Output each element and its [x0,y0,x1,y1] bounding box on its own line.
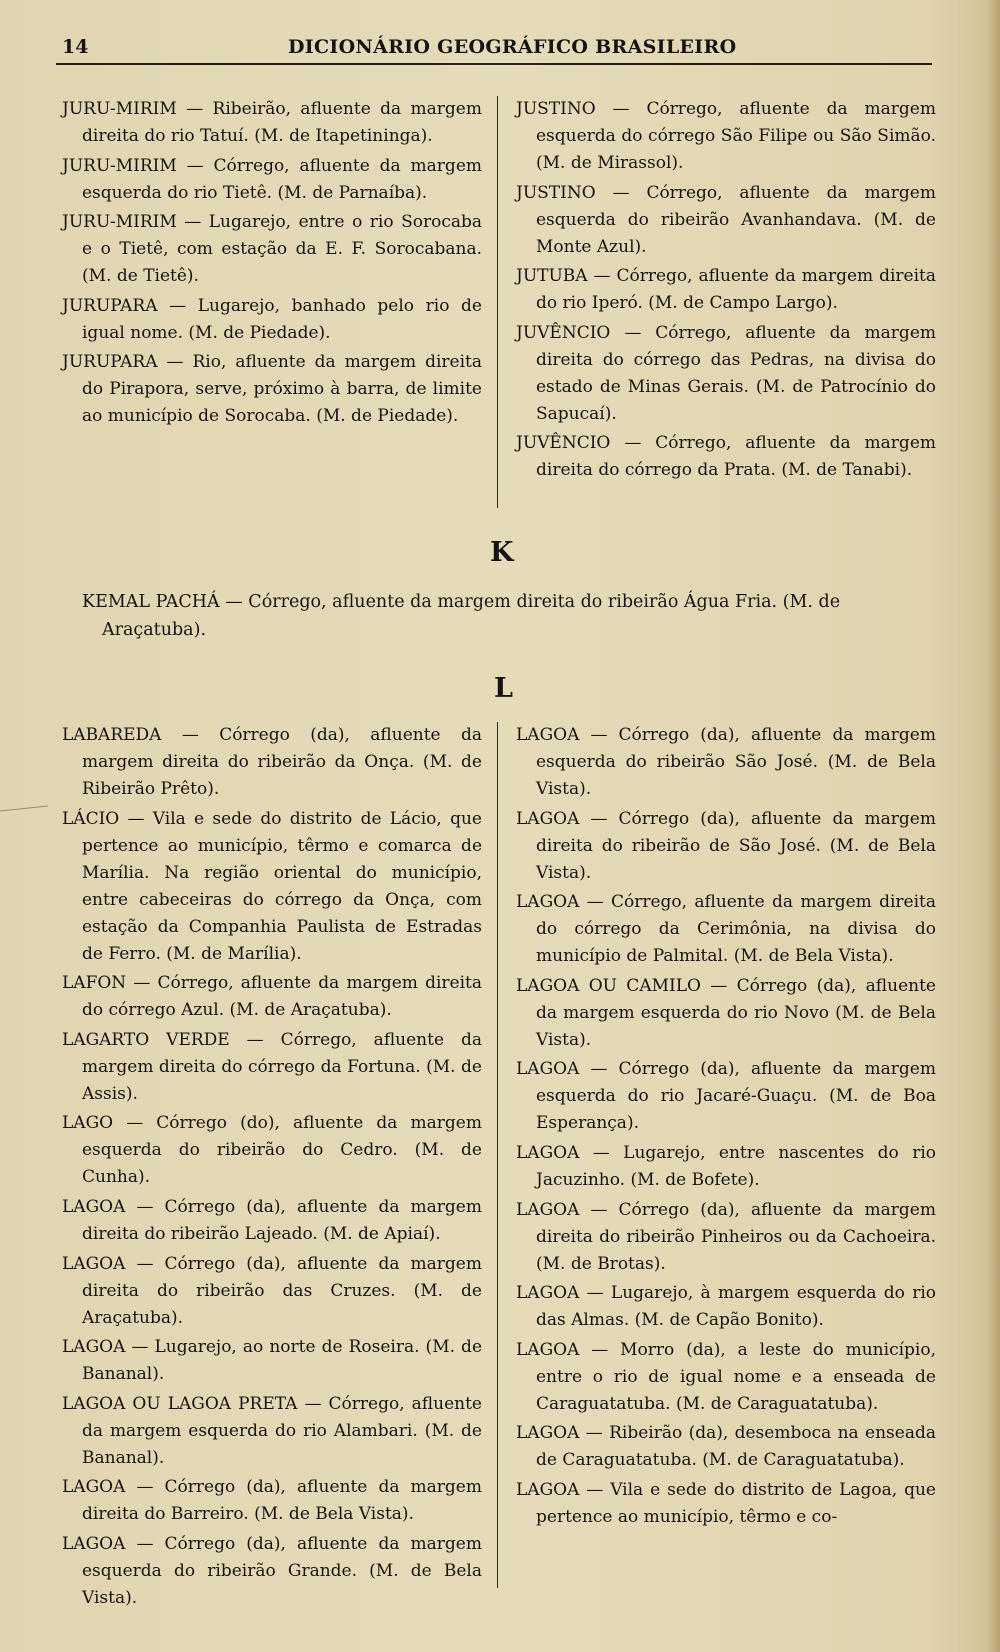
entry-juru-mirim-1: JURU-MIRIM — Ribeirão, afluente da margem direita do rio Tatuí. (M. de Itapetininga). [62,99,482,146]
entry-labareda: LABAREDA — Córrego (da), afluente da margem direita do ribeirão da Onça. (M. de Ribeirão Prêto). [62,725,482,799]
entry-kemal-pacha: KEMAL PACHÁ — Córrego, afluente da margem direita do ribeirão Água Fria. (M. de Araçatuba). [82,592,841,640]
column-divider-top [497,96,498,508]
marginal-pencil-mark [0,805,48,811]
entry-lagoa-barreiro: LAGOA — Córrego (da), afluente da margem direita do Barreiro. (M. de Bela Vista). [62,1477,482,1525]
entry-jutuba: JUTUBA — Córrego, afluente da margem direita do rio Iperó. (M. de Campo Largo). [516,266,936,314]
running-title: DICIONÁRIO GEOGRÁFICO BRASILEIRO [288,36,737,58]
entry-jurupara-2: JURUPARA — Rio, afluente da margem direita do Pirapora, serve, próximo à barra, de limite ao município de Sorocaba. (M. de Piedade). [62,352,482,427]
entry-lagoa-sao-jose-direita: LAGOA — Córrego (da), afluente da margem direita do ribeirão de São José. (M. de Bela Vista). [516,808,936,883]
column-right-top [516,96,936,487]
entry-justino-2: JUSTINO — Córrego, afluente da margem esquerda do ribeirão Avanhandava. (M. de Monte Azul). [516,182,936,257]
header-rule [56,63,932,65]
entry-lagoa-jacare-guacu: LAGOA — Córrego (da), afluente da margem esquerda do rio Jacaré-Guaçu. (M. de Boa Esperança). [516,1059,936,1134]
page-edge-shadow [986,0,1000,1652]
entry-lagoa-vila: LAGOA — Vila e sede do distrito de Lagoa, que pertence ao município, têrmo e co- [516,1479,936,1527]
entry-lagoa-ou-camilo: LAGOA OU CAMILO — Córrego (da), afluente da margem esquerda do rio Novo (M. de Bela Vista). [516,975,936,1050]
entry-juru-mirim-2: JURU-MIRIM — Córrego, afluente da margem esquerda do rio Tietê. (M. de Parnaíba). [62,155,482,203]
entry-juvencio-1: JUVÊNCIO — Córrego, afluente da margem direita do córrego das Pedras, na divisa do estado de Minas Gerais. (M. de Patrocínio do Sapucaí). [516,322,936,424]
column-left-top [62,96,482,433]
entry-lagoa-bananal-lugarejo: LAGOA — Lugarejo, ao norte de Roseira. (M. de Bananal). [62,1337,482,1385]
entry-lagoa-ribeirao-grande: LAGOA — Córrego (da), afluente da margem esquerda do ribeirão Grande. (M. de Bela Vista). [62,1533,482,1608]
entry-lagoa-morro: LAGOA — Morro (da), a leste do município, entre o rio de igual nome e a enseada de Caraguatatuba. (M. de Caraguatatuba). [516,1339,936,1414]
entry-lafon: LAFON — Córrego, afluente da margem direita do córrego Azul. (M. de Araçatuba). [62,973,482,1021]
entry-lagoa-preta: LAGOA OU LAGOA PRETA — Córrego, afluente da margem esquerda do rio Alambari. (M. de Bananal). [62,1393,482,1468]
entry-lagoa-pinheiros: LAGOA — Córrego (da), afluente da margem direita do ribeirão Pinheiros ou da Cachoeira. (M. de Brotas). [516,1199,936,1274]
entry-lagoa-rio-das-almas: LAGOA — Lugarejo, à margem esquerda do rio das Almas. (M. de Capão Bonito). [516,1283,936,1331]
column-divider-bottom [497,722,498,1588]
entry-juru-mirim-3: JURU-MIRIM — Lugarejo, entre o rio Sorocaba e o Tietê, com estação da E. F. Sorocabana. (M. de Tietê). [62,212,482,287]
page-number: 14 [62,36,89,58]
entry-lagoa-ribeirao-caraguatatuba: LAGOA — Ribeirão (da), desemboca na enseada de Caraguatatuba. (M. de Caraguatatuba). [516,1423,936,1471]
entry-lagoa-sao-jose-esquerda: LAGOA — Córrego (da), afluente da margem esquerda do ribeirão São José. (M. de Bela Vista). [516,725,936,799]
column-left-bottom [62,722,482,1615]
entry-jurupara-1: JURUPARA — Lugarejo, banhado pelo rio de igual nome. (M. de Piedade). [62,295,482,343]
entry-lagoa-apiai: LAGOA — Córrego (da), afluente da margem direita do ribeirão Lajeado. (M. de Apiaí). [62,1196,482,1244]
entry-lacio: LÁCIO — Vila e sede do distrito de Lácio, que pertence ao município, têrmo e comarca de Marília. Na região oriental do município, entre cabeceiras do córrego da Onça, com estação da Companhia Paulista de Estradas de Ferro. (M. de Marília). [62,808,482,964]
entry-lagoa-aracatuba: LAGOA — Córrego (da), afluente da margem direita do ribeirão das Cruzes. (M. de Araçatuba). [62,1253,482,1328]
entry-justino-1: JUSTINO — Córrego, afluente da margem esquerda do córrego São Filipe ou São Simão. (M. de Mirassol). [516,99,936,173]
entry-lagarto-verde: LAGARTO VERDE — Córrego, afluente da margem direita do córrego da Fortuna. (M. de Assis). [62,1029,482,1104]
entry-juvencio-2: JUVÊNCIO — Córrego, afluente da margem direita do córrego da Prata. (M. de Tanabi). [516,433,936,481]
entry-lagoa-jacuzinho: LAGOA — Lugarejo, entre nascentes do rio Jacuzinho. (M. de Bofete). [516,1142,936,1190]
entry-lago: LAGO — Córrego (do), afluente da margem esquerda do ribeirão do Cedro. (M. de Cunha). [62,1113,482,1188]
column-right-bottom [516,722,936,1534]
section-letter-l: L [494,673,513,704]
entry-lagoa-cerimonia: LAGOA — Córrego, afluente da margem direita do córrego da Cerimônia, na divisa do município de Palmital. (M. de Bela Vista). [516,892,936,967]
section-letter-k: K [490,537,514,568]
